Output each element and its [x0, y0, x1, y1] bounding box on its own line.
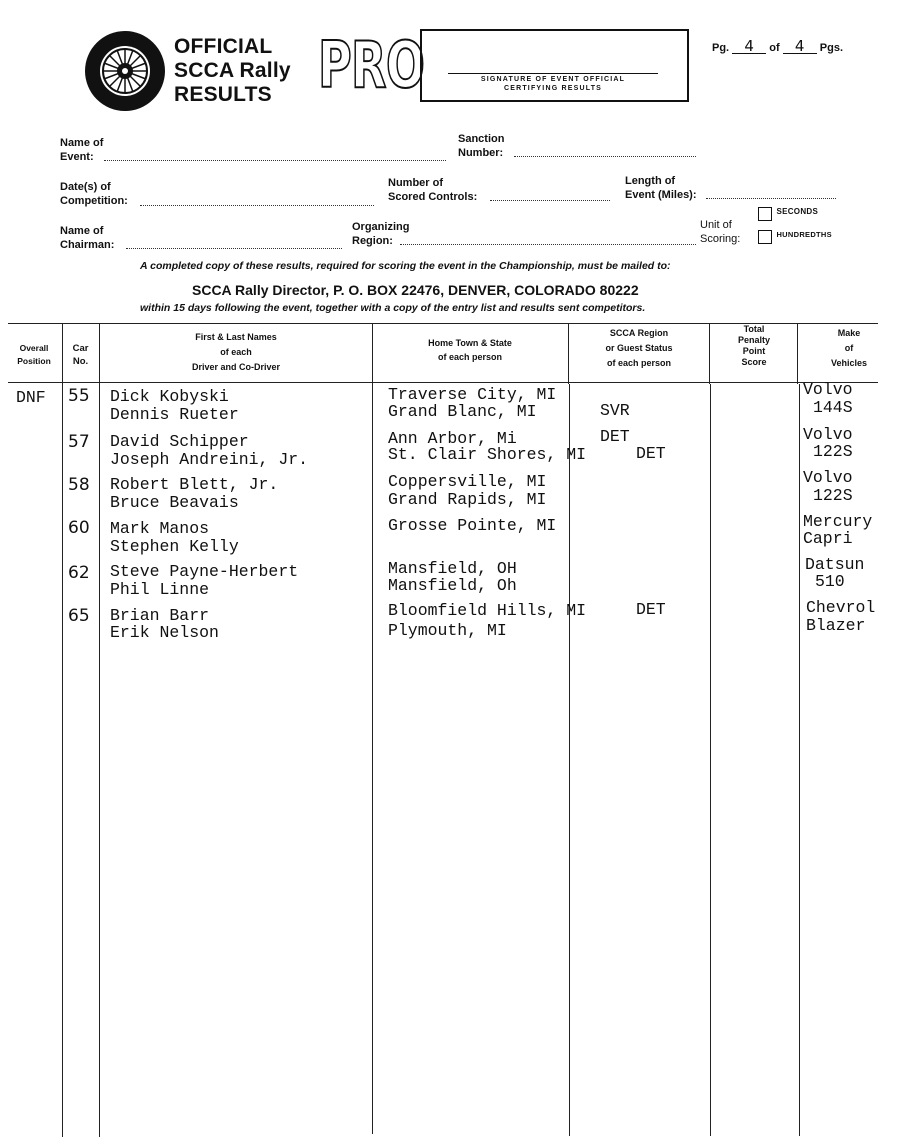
- row-4-town-1: Grosse Pointe, MI: [388, 516, 557, 535]
- option-hundredths[interactable]: [758, 230, 832, 249]
- row-6-make-2: Blazer: [806, 616, 866, 635]
- seconds-label: SECONDS: [776, 207, 819, 216]
- page-total: 4: [783, 40, 817, 54]
- row-5-codriver: Phil Linne: [110, 580, 210, 599]
- row-2-driver: David Schipper: [110, 432, 249, 451]
- page-label-pg: Pg.: [712, 42, 730, 54]
- row-4-make-1: Mercury: [803, 512, 873, 531]
- row-1-make-1: Volvo: [803, 380, 853, 399]
- row-4-car: 60: [68, 518, 90, 538]
- field-scored-controls[interactable]: [490, 200, 610, 201]
- row-5-car: 62: [68, 563, 90, 583]
- page-label-of: of: [769, 42, 780, 54]
- row-1-region-2: SVR: [600, 401, 630, 420]
- row-5-town-1: Mansfield, OH: [388, 559, 517, 578]
- table-header-divider: [8, 382, 878, 383]
- title-results: RESULTS: [174, 83, 272, 106]
- deadline-note: within 15 days following the event, together with a copy of the entry list and results sent competitors.: [140, 302, 646, 314]
- row-3-town-1: Coppersville, MI: [388, 472, 547, 491]
- label-sanction-number: Sanction Number:: [458, 133, 505, 159]
- hundredths-checkbox[interactable]: [758, 230, 772, 244]
- hundredths-label: HUNDREDTHS: [776, 230, 832, 239]
- page-label-pgs: Pgs.: [819, 42, 843, 54]
- signature-caption-2: CERTIFYING RESULTS: [503, 85, 603, 92]
- row-2-town-2: St. Clair Shores, MI: [388, 445, 587, 464]
- col-header-names: First & Last Names of each Driver and Co-Driver: [191, 332, 281, 372]
- col-divider-4: [569, 384, 570, 1136]
- field-dates[interactable]: [140, 205, 374, 206]
- field-chairman[interactable]: [126, 248, 342, 249]
- field-length-of-event[interactable]: [706, 198, 836, 199]
- row-3-driver: Robert Blett, Jr.: [110, 475, 279, 494]
- row-5-make-1: Datsun: [805, 555, 865, 574]
- row-2-region-2: DET: [636, 444, 666, 463]
- row-2-codriver: Joseph Andreini, Jr.: [110, 450, 309, 469]
- col-header-region: SCCA Region or Guest Status of each person: [605, 328, 673, 368]
- title-scca-rally: SCCA Rally: [174, 59, 291, 82]
- pro-wordmark: PRO: [318, 29, 425, 103]
- row-6-codriver: Erik Nelson: [110, 623, 219, 642]
- label-dates: Date(s) of Competition:: [60, 181, 128, 207]
- col-header-car: Car No.: [72, 343, 89, 367]
- label-length-of-event: Length of Event (Miles):: [625, 175, 697, 201]
- col-divider-2: [99, 324, 100, 1137]
- label-unit-of-scoring: Unit of Scoring:: [700, 219, 741, 245]
- page-number: [712, 37, 843, 55]
- scca-wheel-logo: [84, 30, 166, 112]
- field-name-of-event[interactable]: [104, 160, 446, 161]
- row-1-codriver: Dennis Rueter: [110, 405, 239, 424]
- row-6-town-2: Plymouth, MI: [388, 621, 507, 640]
- col-divider-3: [372, 324, 373, 1134]
- row-4-codriver: Stephen Kelly: [110, 537, 239, 556]
- row-1-driver: Dick Kobyski: [110, 387, 229, 406]
- signature-box[interactable]: [420, 29, 689, 102]
- col-header-make: Make of Vehicles: [830, 328, 868, 368]
- col-divider-1: [62, 324, 63, 1137]
- row-3-town-2: Grand Rapids, MI: [388, 490, 547, 509]
- row-2-town-1: Ann Arbor, Mi: [388, 429, 517, 448]
- row-3-codriver: Bruce Beavais: [110, 493, 239, 512]
- row-2-make-2: 122S: [813, 442, 853, 461]
- field-organizing-region[interactable]: [400, 244, 696, 245]
- page-current: 4: [732, 40, 766, 54]
- row-6-car: 65: [68, 606, 90, 626]
- mail-note: A completed copy of these results, required for scoring the event in the Championship, must be mailed to:: [140, 260, 671, 272]
- row-3-make-2: 122S: [813, 486, 853, 505]
- row-6-region-1: DET: [636, 600, 666, 619]
- row-4-driver: Mark Manos: [110, 519, 210, 538]
- director-address: SCCA Rally Director, P. O. BOX 22476, DENVER, COLORADO 80222: [192, 282, 639, 298]
- row-5-make-2: 510: [815, 572, 845, 591]
- option-seconds[interactable]: [758, 207, 818, 226]
- row-6-make-1: Chevrol: [806, 598, 876, 617]
- title-official: OFFICIAL: [174, 35, 273, 58]
- row-1-car: 55: [68, 386, 90, 406]
- col-divider-5: [710, 384, 711, 1136]
- label-scored-controls: Number of Scored Controls:: [388, 177, 478, 203]
- col-header-overall: Overall Position: [17, 343, 51, 366]
- row-2-make-1: Volvo: [803, 425, 853, 444]
- row-1-town-1: Traverse City, MI: [388, 385, 557, 404]
- row-1-town-2: Grand Blanc, MI: [388, 402, 537, 421]
- field-sanction-number[interactable]: [514, 156, 696, 157]
- signature-line: [448, 73, 658, 74]
- col-header-score: Total Penalty Point Score: [737, 324, 770, 367]
- row-6-town-1: Bloomfield Hills, MI: [388, 601, 587, 620]
- label-organizing-region: Organizing Region:: [352, 221, 410, 247]
- row-5-driver: Steve Payne-Herbert: [110, 562, 299, 581]
- row-5-town-2: Mansfield, Oh: [388, 576, 517, 595]
- seconds-checkbox[interactable]: [758, 207, 772, 221]
- row-1-position: DNF: [16, 388, 46, 407]
- row-4-make-2: Capri: [803, 529, 853, 548]
- col-divider-6: [799, 384, 800, 1136]
- signature-caption-1: SIGNATURE OF EVENT OFFICIAL: [480, 76, 626, 83]
- row-3-car: 58: [68, 475, 90, 495]
- row-2-region-1: DET: [600, 427, 630, 446]
- label-name-of-event: Name of Event:: [60, 137, 104, 163]
- col-header-town: Home Town & State of each person: [428, 338, 512, 362]
- row-1-make-2: 144S: [813, 398, 853, 417]
- row-2-car: 57: [68, 432, 90, 452]
- row-6-driver: Brian Barr: [110, 606, 210, 625]
- label-chairman: Name of Chairman:: [60, 225, 115, 251]
- row-3-make-1: Volvo: [803, 468, 853, 487]
